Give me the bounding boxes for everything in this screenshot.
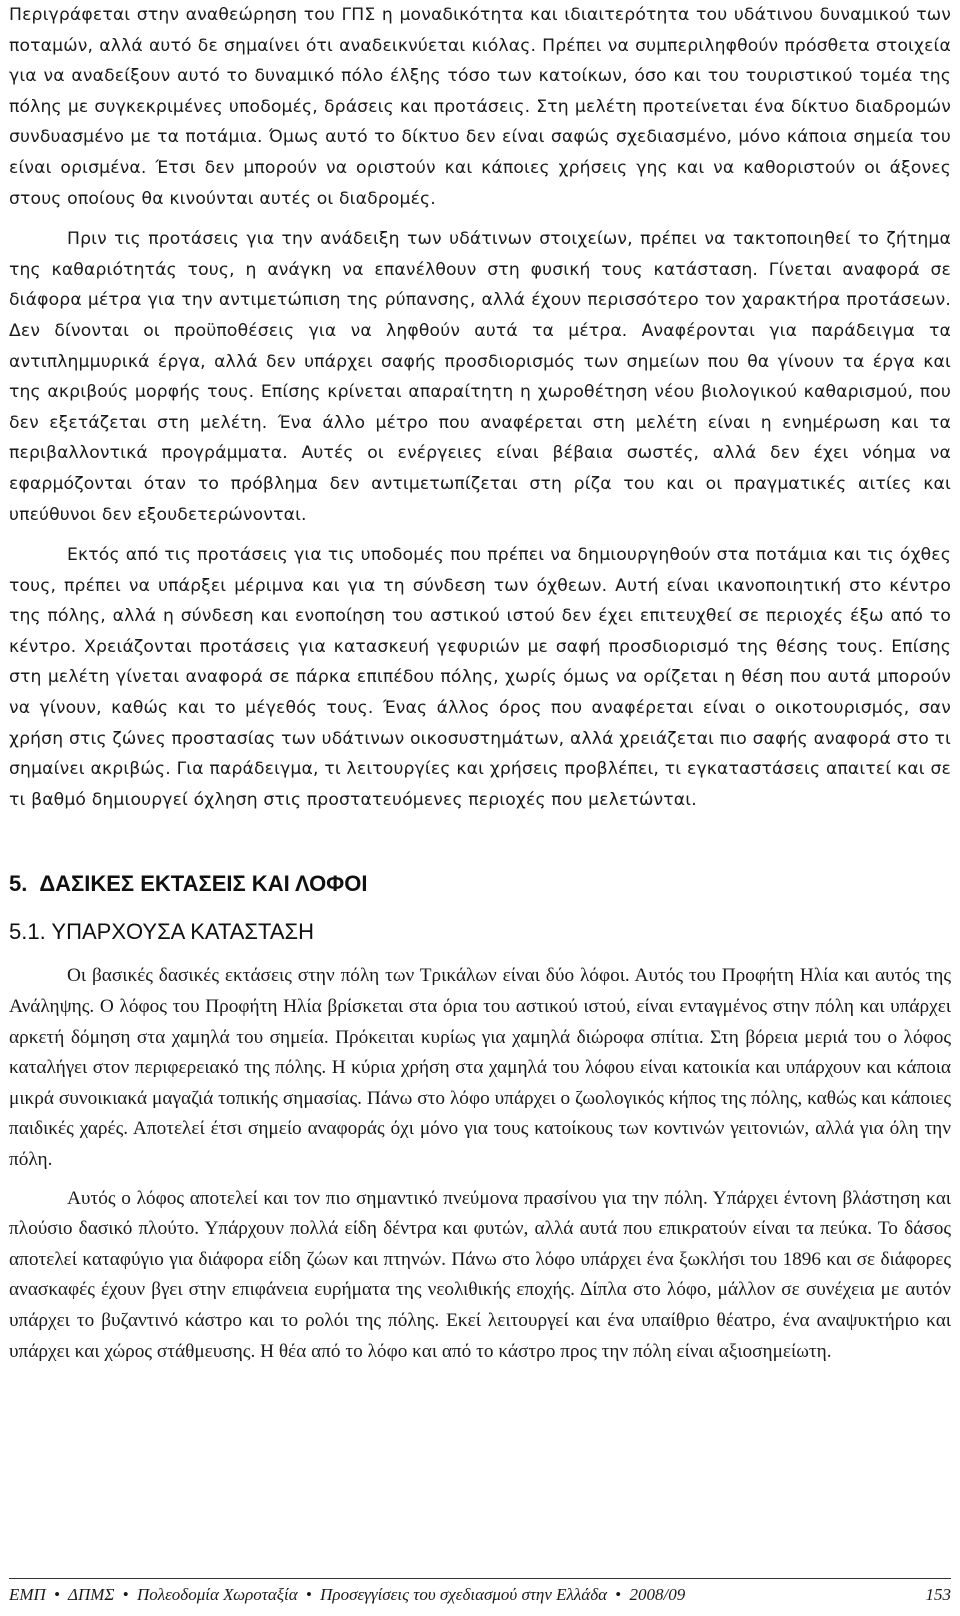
section-title: ΔΑΣΙΚΕΣ ΕΚΤΑΣΕΙΣ ΚΑΙ ΛΟΦΟΙ xyxy=(39,871,368,897)
document-page xyxy=(9,0,951,1367)
paragraph-riverbank-connection: Εκτός από τις προτάσεις για τις υποδομές που πρέπει να δημιουργηθούν στα ποτάμια και τις όχθες τους, πρέπει να υπάρξει μέριμνα και για τη σύνδεση των όχθεων. Αυτή είναι ικανοποιητική στο κέντρο της πόλης, αλλά η σύνδεση και ενοποίηση του αστικού ιστού δεν έχει επιτευχθεί σε περιοχές έξω από το κέντρο. Χρειάζονται προτάσεις για κατασκευή γεφυριών με σαφή προσδιορισμό της θέσης τους. Επίσης στη μελέτη γίνεται αναφορά σε πάρκα επιπέδου πόλης, χωρίς όμως να ορίζεται η θέση που αυτά μπορούν να γίνουν, καθώς και το μέγεθός τους. Ένας άλλος όρος που αναφέρεται είναι ο οικοτουρισμός, σαν χρήση στις ζώνες προστασίας των υδάτινων οικοσυστημάτων, αλλά χρειάζεται πιο σαφής αναφορά στο τι σημαίνει ακριβώς. Για παράδειγμα, τι λειτουργίες και χρήσεις προβλέπει, τι εγκαταστάσεις απαιτεί και σε τι βαθμό δημιουργεί όχληση στις προστατευόμενες περιοχές που μελετώνται. xyxy=(9,545,951,810)
page-number: 153 xyxy=(925,1585,951,1604)
section-heading xyxy=(9,869,951,899)
footer-part: ΕΜΠ xyxy=(9,1585,46,1604)
page-footer xyxy=(9,1578,951,1607)
footer-running-title xyxy=(9,1583,685,1607)
footer-part: ΔΠΜΣ xyxy=(67,1585,115,1604)
paragraph-green-lung: Αυτός ο λόφος αποτελεί και τον πιο σημαντικό πνεύμονα πρασίνου για την πόλη. Υπάρχει έντονη βλάστηση και πλούσιο δασικό πλούτο. Υπάρχουν πολλά είδη δέντρα και φυτών, αλλά αυτά που επικρατούν είναι τα πεύκα. Το δάσος αποτελεί καταφύγιο για διάφορα είδη ζώων και πτηνών. Πάνω στο λόφο υπάρχει ένα ξωκλήσι του 1896 και σε διάφορες ανασκαφές έχουν βγει στην επιφάνεια ευρήματα της νεολιθικής εποχής. Δίπλα στο λόφο, μάλλον σε συνέχεια με αυτόν υπάρχει το βυζαντινό κάστρο και το ρολόι της πόλης. Εκεί λειτουργεί και ένα υπαίθριο θέατρο, ένα αναψυκτήριο και υπάρχει και χώρος στάθμευσης. Η θέα από το λόφο και από το κάστρο προς την πόλη είναι αξιοσημείωτη. xyxy=(9,1187,951,1362)
footer-separator: • xyxy=(615,1585,622,1604)
paragraph-forest-areas: Οι βασικές δασικές εκτάσεις στην πόλη των Τρικάλων είναι δύο λόφοι. Αυτός του Προφήτη Ηλία και αυτός της Ανάληψης. Ο λόφος του Προφήτη Ηλία βρίσκεται στα όρια του αστικού ιστού, είναι ενταγμένος στην πόλη και υπάρχει αρκετή δόμηση στα χαμηλά του σημεία. Πρόκειται κυρίως για χαμηλά διώροφα σπίτια. Στη βόρεια μεριά του ο λόφος καταλήγει στον περιφερειακό της πόλης. Η κύρια χρήση στα χαμηλά του λόφου είναι κατοικία και υπάρχουν και κάποια μικρά συνοικιακά μαγαζιά τοπικής σημασίας. Πάνω στο λόφο υπάρχει ο ζωολογικός κήπος της πόλης, καθώς και κάποιες παιδικές χαρές. Αποτελεί έτσι σημείο αναφοράς όχι μόνο για τους κατοίκους των κοντινών γειτονιών, αλλά για όλη την πόλη. xyxy=(9,965,951,1170)
footer-separator: • xyxy=(122,1585,129,1604)
subsection-heading: 5.1. ΥΠΑΡΧΟΥΣΑ ΚΑΤΑΣΤΑΣΗ xyxy=(9,919,315,945)
section-number: 5. xyxy=(9,871,28,897)
footer-part: Πολεοδομία Χωροταξία xyxy=(136,1585,298,1604)
paragraph-river-cleanliness: Πριν τις προτάσεις για την ανάδειξη των υδάτινων στοιχείων, πρέπει να τακτοποιηθεί το ζήτημα της καθαριότητάς τους, η ανάγκη να επανέλθουν στη φυσική τους κατάσταση. Γίνεται αναφορά σε διάφορα μέτρα για την αντιμετώπιση της ρύπανσης, αλλά έχουν περισσότερο τον χαρακτήρα προτάσεων. Δεν δίνονται οι προϋποθέσεις για να ληφθούν αυτά τα μέτρα. Αναφέρονται για παράδειγμα τα αντιπλημμυρικά έργα, αλλά δεν υπάρχει σαφής προσδιορισμός των σημείων που θα γίνουν τα έργα και της ακριβούς μορφής τους. Επίσης κρίνεται απαραίτητη η χωροθέτηση νέου βιολογικού καθαρισμού, που δεν εξετάζεται στη μελέτη. Ένα άλλο μέτρο που αναφέρεται στη μελέτη είναι η ενημέρωση και τα περιβαλλοντικά προγράμματα. Αυτές οι ενέργειες είναι βέβαια σωστές, αλλά δεν έχει νόημα να εφαρμόζονται όταν το πρόβλημα δεν αντιμετωπίζεται στη ρίζα του και οι πραγματικές αιτίες και υπεύθυνοι δεν εξουδετερώνονται. xyxy=(9,229,951,525)
footer-part: 2008/09 xyxy=(629,1585,686,1604)
footer-separator: • xyxy=(54,1585,61,1604)
paragraph-rivers-intro: Περιγράφεται στην αναθεώρηση του ΓΠΣ η μοναδικότητα και ιδιαιτερότητα του υδάτινου δυναμικού των ποταμών, αλλά αυτό δε σημαίνει ότι αναδεικνύεται κιόλας. Πρέπει να συμπεριληφθούν πρόσθετα στοιχεία για να αναδείξουν αυτό το δυναμικό πόλο έλξης τόσο των κατοίκων, όσο και του τουριστικού τομέα της πόλης με συγκεκριμένες υποδομές, δράσεις και προτάσεις. Στη μελέτη προτείνεται ένα δίκτυο διαδρομών συνδυασμένο με τα ποτάμια. Όμως αυτό το δίκτυο δεν είναι σαφώς σχεδιασμένο, μόνο κάποια σημεία του είναι ορισμένα. Έτσι δεν μπορούν να οριστούν και κάποιες χρήσεις γης και να καθοριστούν οι άξονες στους οποίους θα κινούνται αυτές οι διαδρομές. xyxy=(9,5,951,209)
footer-part: Προσεγγίσεις του σχεδιασμού στην Ελλάδα xyxy=(320,1585,608,1604)
footer-separator: • xyxy=(305,1585,312,1604)
